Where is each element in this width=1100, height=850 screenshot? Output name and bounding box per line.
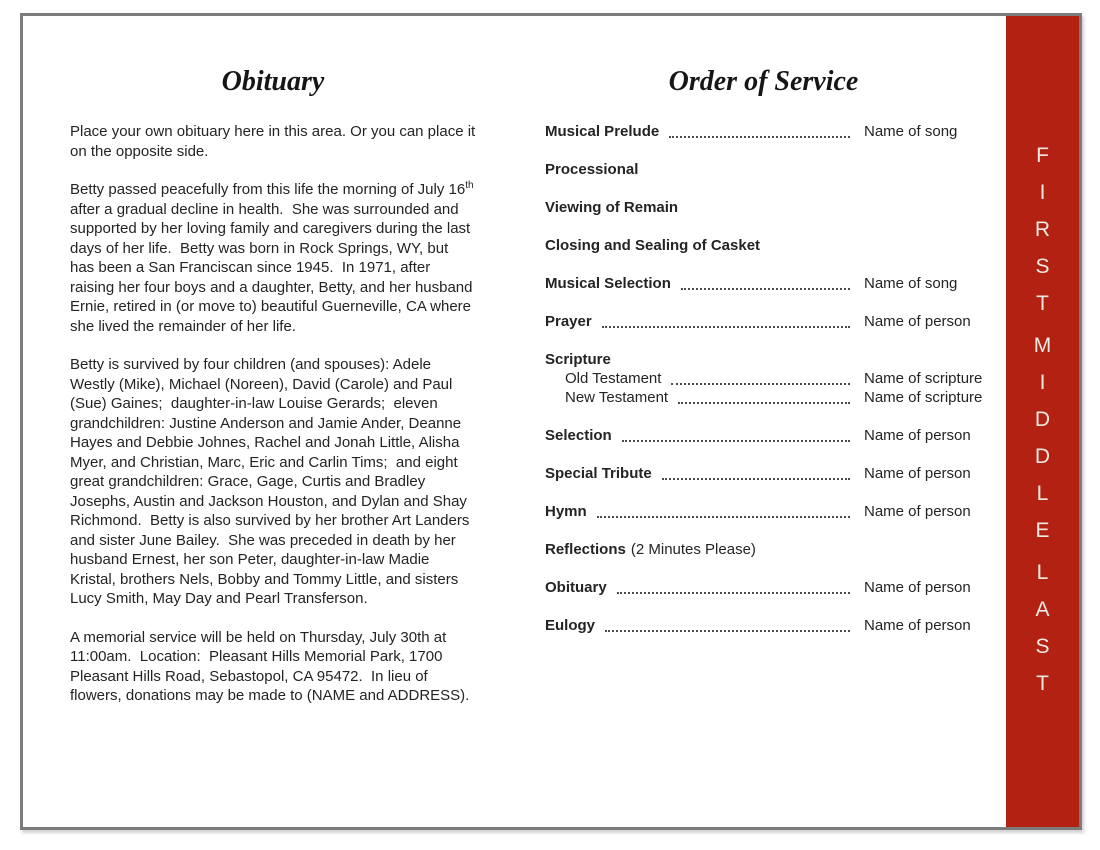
stripe-letter: I [1039, 181, 1046, 204]
order-item-label: Eulogy [545, 617, 596, 634]
order-item-label: Reflections [545, 541, 626, 558]
order-item-value: Name of song [864, 275, 958, 292]
stripe-letter: I [1039, 371, 1046, 394]
stripe-letter: E [1035, 519, 1050, 542]
order-item-label: Closing and Sealing of Casket [545, 237, 761, 254]
order-item-label: Prayer [545, 313, 592, 330]
order-item-label: Musical Prelude [545, 123, 660, 140]
order-item [545, 578, 982, 597]
dotted-leader [662, 464, 850, 480]
order-item-value: Name of person [864, 313, 971, 330]
stripe-letter: A [1035, 598, 1050, 621]
order-item-value: Name of person [864, 427, 971, 444]
obituary-text: after a gradual decline in health. She was surrounded and supported by her loving family and caregivers during the last days of her life. Betty was born in Rock Springs, WY, but has been a San Franciscan since 1945. In 1971, after raising her four boys and a daughter, Betty, and her husband Ernie, retired in (or move to) beautiful Guerneville, CA where she lived the remainder of her life. [70, 181, 478, 335]
order-item-line [545, 502, 982, 521]
obituary-text: Betty passed peacefully from this life the morning of July 16 [70, 181, 466, 198]
dotted-leader [681, 274, 850, 290]
order-item [545, 274, 982, 293]
dotted-leader [602, 312, 850, 328]
name-stripe [1006, 16, 1079, 827]
obituary-paragraph: Betty is survived by four children (and spouses): Adele Westly (Mike), Michael (Noreen), David (Carole) and Paul (Sue) Gaines; daughter-in-law Louise Gerards; eleven grandchildren: Justine Anderson and Jamie Ander, Deanne Hayes and Debbie Johnes, Rachel and Jonah Little, Alisha Myer, and Christian, Marc, Eric and Carlin Tims; and eight great grandchildren: Grace, Gage, Curtis and Bradley Josephs, Austin and Jackson Houston, and Dylan and Shay Richmond. Betty is also survived by her brother Art Landers and sister June Bailey. She was preceded in death by her husband Ernest, her son Peter, daughter-in-law Madie Kristal, brothers Nels, Bobby and Tommy Little, and sisters Lucy Smith, May Day and Pearl Transferson. [70, 356, 474, 607]
order-of-service-column [545, 66, 982, 654]
order-item [545, 426, 982, 445]
stripe-letter: T [1036, 672, 1049, 695]
stripe-letter: M [1033, 334, 1052, 357]
order-item-value: Name of scripture [864, 389, 983, 406]
dotted-leader [622, 426, 850, 442]
dotted-leader [669, 122, 850, 138]
order-item-label: Obituary [545, 579, 607, 596]
order-item-line [545, 160, 982, 179]
order-item-value: Name of person [864, 617, 971, 634]
order-item-line [545, 122, 982, 141]
stripe-letter: L [1036, 482, 1049, 505]
order-subitem [545, 369, 982, 388]
dotted-leader [617, 578, 850, 594]
obituary-body [70, 122, 480, 706]
order-item-label: Special Tribute [545, 465, 652, 482]
order-item-value: Name of scripture [864, 370, 983, 387]
order-item [545, 540, 982, 559]
stripe-letter: F [1036, 144, 1049, 167]
order-subitem-label: Old Testament [565, 370, 662, 387]
order-item [545, 236, 982, 255]
order-item-value: Name of person [864, 579, 971, 596]
order-subitem-label: New Testament [565, 389, 669, 406]
order-item-label: Selection [545, 427, 612, 444]
order-item-label: Viewing of Remain [545, 199, 679, 216]
order-item-line [545, 312, 982, 331]
order-item [545, 350, 982, 407]
order-item-suffix: (2 Minutes Please) [630, 541, 756, 558]
order-item [545, 160, 982, 179]
order-item-line [545, 578, 982, 597]
stripe-letter: D [1034, 408, 1051, 431]
order-item-line [545, 350, 982, 369]
order-item-label: Musical Selection [545, 275, 671, 292]
order-item [545, 198, 982, 217]
dotted-leader [678, 388, 850, 404]
stripe-letter: L [1036, 561, 1049, 584]
dotted-leader [597, 502, 850, 518]
order-item [545, 616, 982, 635]
order-item-line [545, 464, 982, 483]
order-subitem [545, 388, 982, 407]
order-item-line [545, 198, 982, 217]
order-item-line [545, 236, 982, 255]
obituary-paragraph: A memorial service will be held on Thursday, July 30th at 11:00am. Location: Pleasant Hills Memorial Park, 1700 Pleasant Hills Road, Sebastopol, CA 95472. In lieu of flowers, donations may be made to (NAME and ADDRESS). [70, 628, 470, 704]
order-item-line [545, 426, 982, 445]
ordinal-superscript: th [465, 180, 474, 191]
order-item-line [545, 616, 982, 635]
order-item-label: Scripture [545, 351, 611, 368]
stripe-letter: S [1035, 255, 1050, 278]
order-item-label: Hymn [545, 503, 587, 520]
order-item-value: Name of person [864, 465, 971, 482]
obituary-column [70, 66, 480, 706]
order-of-service-title: Order of Service [668, 66, 859, 97]
order-item-value: Name of person [864, 503, 971, 520]
order-of-service-list [545, 122, 982, 635]
stripe-letter: T [1036, 292, 1049, 315]
page-frame [20, 13, 1082, 830]
stripe-letter: R [1034, 218, 1051, 241]
order-item-value: Name of song [864, 123, 958, 140]
order-item [545, 502, 982, 521]
obituary-paragraph [70, 180, 476, 336]
obituary-paragraph: Place your own obituary here in this area. Or you can place it on the opposite side. [70, 123, 480, 160]
stripe-letter: S [1035, 635, 1050, 658]
order-item-label: Processional [545, 161, 639, 178]
stripe-letter: D [1034, 445, 1051, 468]
order-item [545, 312, 982, 331]
order-item [545, 122, 982, 141]
dotted-leader [671, 369, 850, 385]
dotted-leader [605, 616, 850, 632]
order-item-line [545, 540, 982, 559]
obituary-title: Obituary [221, 66, 325, 97]
order-item-line [545, 274, 982, 293]
order-item [545, 464, 982, 483]
